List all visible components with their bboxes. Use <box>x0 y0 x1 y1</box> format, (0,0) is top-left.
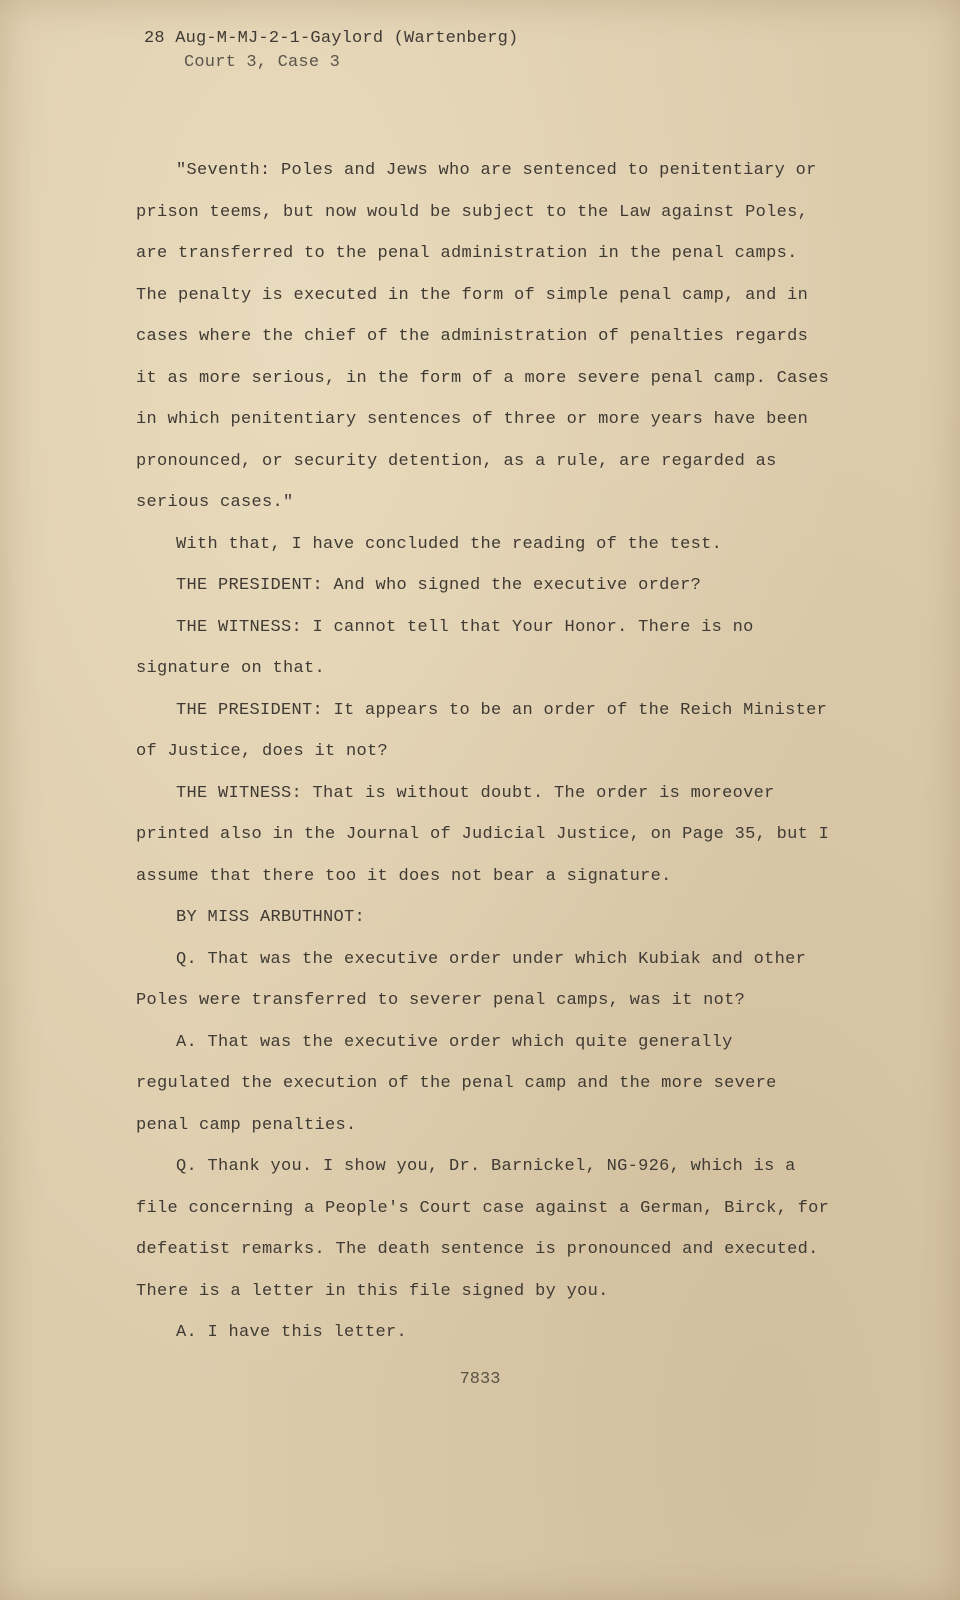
transcript-paragraph: Q. Thank you. I show you, Dr. Barnickel, NG-926, which is a file concerning a People's Court case against a German, Birck, for defeatist remarks. The death sentence is pronounced and executed. There is a letter in this file signed by you. <box>136 1157 830 1301</box>
document-header <box>144 27 518 75</box>
page-number: 7833 <box>459 1370 501 1389</box>
transcript-paragraph: A. That was the executive order which quite generally regulated the execution of the penal camp and the more severe penal camp penalties. <box>136 1032 777 1135</box>
transcript-paragraph: THE PRESIDENT: It appears to be an order of the Reich Minister of Justice, does it not? <box>136 700 828 761</box>
quoted-paragraph-seventh: "Seventh: Poles and Jews who are sentenced to penitentiary or prison teems, but now would be subject to the Law against Poles, are transferred to the penal administration in the penal camps. The penalty is executed in the form of simple penal camp, and in cases where the chief of the administration of penalties regards it as more serious, in the form of a more severe penal camp. Cases in which penitentiary sentences of three or more years have been pronounced, or security detention, as a rule, are regarded as serious cases." <box>136 161 830 512</box>
examiner-heading: BY MISS ARBUTHNOT: <box>176 908 366 927</box>
transcript-paragraph: THE PRESIDENT: And who signed the executive order? <box>176 576 702 595</box>
transcript-paragraph: A. I have this letter. <box>176 1323 408 1342</box>
transcript-paragraph: THE WITNESS: I cannot tell that Your Honor. There is no signature on that. <box>136 617 754 678</box>
header-reference-line: 28 Aug-M-MJ-2-1-Gaylord (Wartenberg) <box>144 29 519 48</box>
transcript-paragraph: THE WITNESS: That is without doubt. The order is moreover printed also in the Journal of Judicial Justice, on Page 35, but I assume that there too it does not bear a signature. <box>136 783 830 886</box>
transcript-paragraph: Q. That was the executive order under which Kubiak and other Poles were transferred to severer penal camps, was it not? <box>136 949 807 1010</box>
header-court-case-line: Court 3, Case 3 <box>184 53 341 72</box>
transcript-body <box>136 150 836 1354</box>
transcript-paragraph: With that, I have concluded the reading of the test. <box>176 534 723 554</box>
